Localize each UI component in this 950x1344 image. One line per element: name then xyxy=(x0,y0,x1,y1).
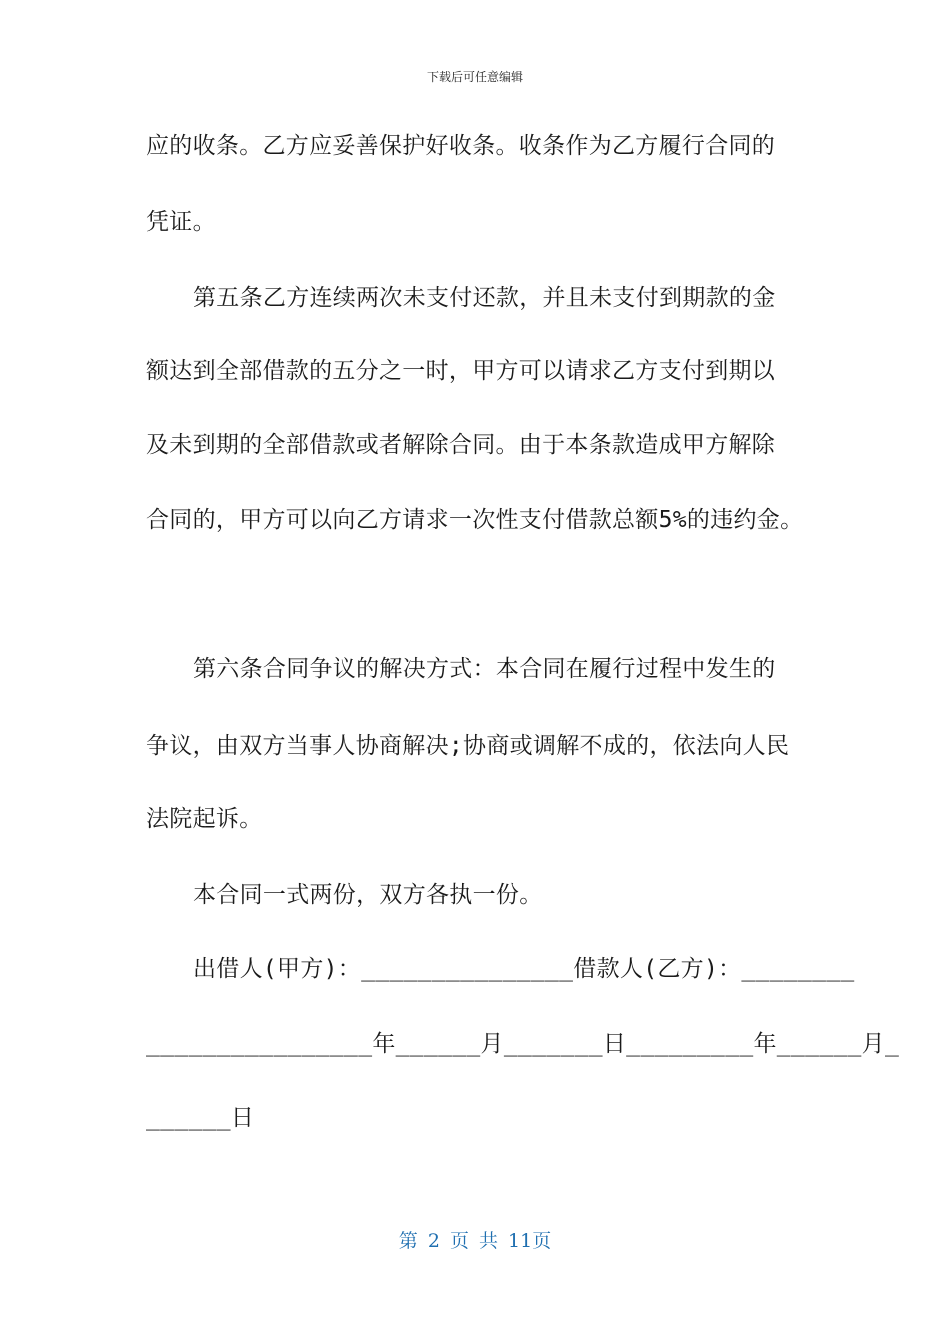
body-line: 合同的，甲方可以向乙方请求一次性支付借款总额5%的违约金。 xyxy=(146,507,804,533)
body-line: 及未到期的全部借款或者解除合同。由于本条款造成甲方解除 xyxy=(146,432,776,458)
body-line: 应的收条。乙方应妥善保护好收条。收条作为乙方履行合同的 xyxy=(146,133,776,159)
article-5-start: 第五条乙方连续两次未支付还款，并且未支付到期款的金 xyxy=(193,285,776,311)
page-header: 下载后可任意编辑 xyxy=(426,70,523,84)
body-line: 凭证。 xyxy=(146,209,216,235)
date-line-end: ______日 xyxy=(146,1105,255,1131)
article-6-start: 第六条合同争议的解决方式：本合同在履行过程中发生的 xyxy=(193,656,776,682)
body-line: 争议，由双方当事人协商解决;协商或调解不成的，依法向人民 xyxy=(146,733,790,759)
date-line: ________________年______月_______日_________年______月_ xyxy=(146,1031,900,1057)
page-number: 第 2 页 共 11页 xyxy=(398,1230,552,1252)
body-line: 额达到全部借款的五分之一时，甲方可以请求乙方支付到期以 xyxy=(146,358,776,384)
copies-statement: 本合同一式两份，双方各执一份。 xyxy=(193,882,543,908)
body-line: 法院起诉。 xyxy=(146,806,263,832)
signature-line: 出借人(甲方)：_______________借款人(乙方)：________ xyxy=(193,956,855,982)
